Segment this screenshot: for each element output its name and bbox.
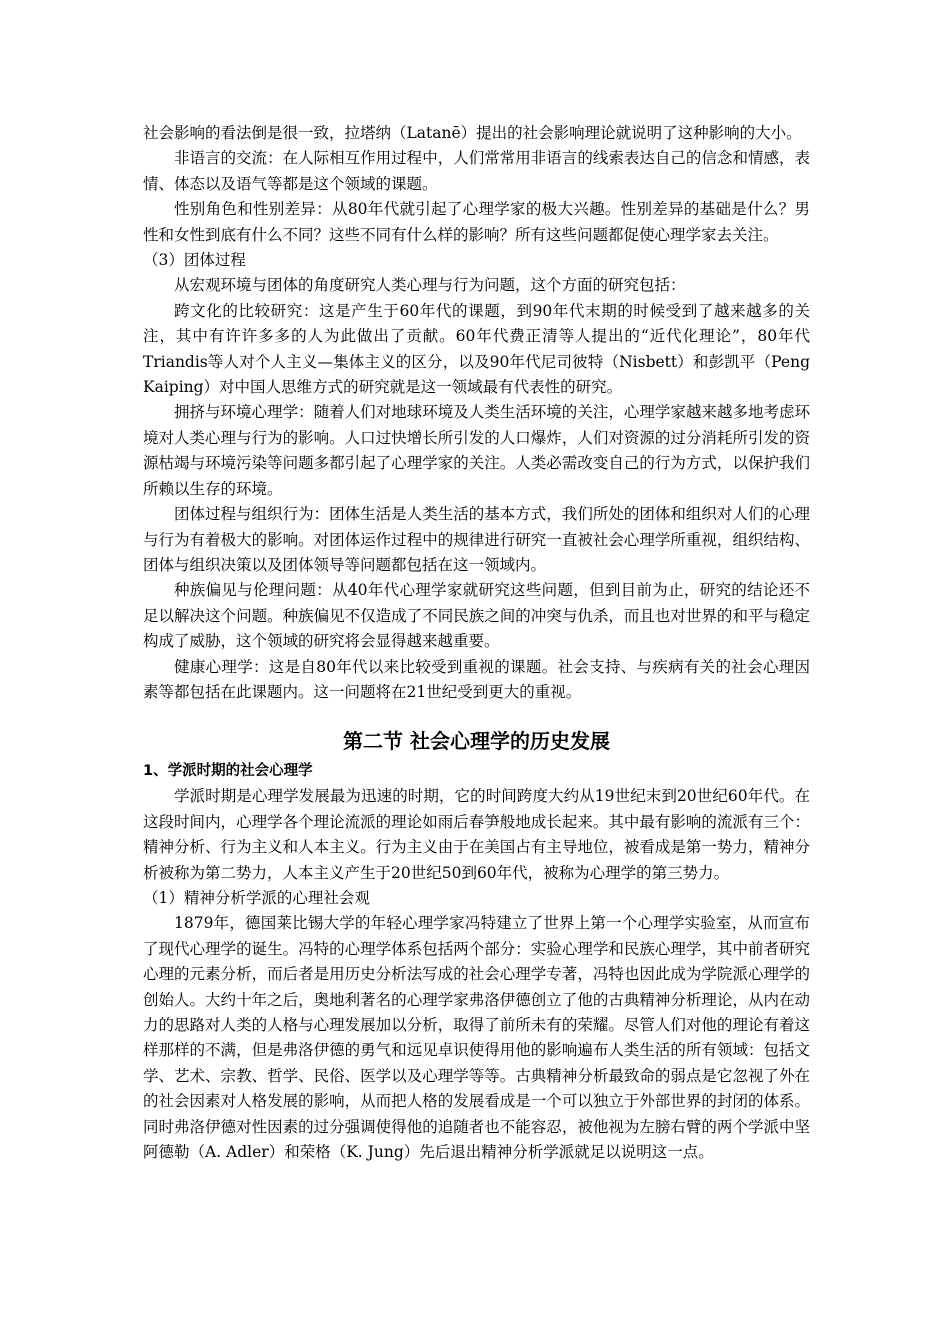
paragraph-psychoanalysis: 1879年，德国莱比锡大学的年轻心理学家冯特建立了世界上第一个心理学实验室，从而宣布了现代心理学的诞生。冯特的心理学体系包括两个部分：实验心理学和民族心理学，其中前者研究心理的元素分析，而后者是用历史分析法写成的社会心理学专著，冯特也因此成为学院派心理学的创始人。大约十年之后，奥地利著名的心理学家弗洛伊德创立了他的古典精神分析理论，从内在动力的思路对人类的人格与心理发展加以分析，取得了前所未有的荣耀。尽管人们对他的理论有着这样那样的不满，但是弗洛伊德的勇气和远见卓识使得用他的影响遍布人类生活的所有领域：包括文学、艺术、宗教、哲学、民俗、医学以及心理学等等。古典精神分析最致命的弱点是它忽视了外在的社会因素对人格发展的影响，从而把人格的发展看成是一个可以独立于外部世界的封闭的体系。同时弗洛伊德对性因素的过分强调使得他的追随者也不能容忍，被他视为左膀右臂的两个学派中坚阿德勒（A. Adler）和荣格（K. Jung）先后退出精神分析学派就足以说明这一点。 (143, 914, 810, 1162)
paragraph-gender: 性别角色和性别差异：从80年代就引起了心理学家的极大兴趣。性别差异的基础是什么？男性和女性到底有什么不同？这些不同有什么样的影响？所有这些问题都促使心理学家去关注。 (143, 200, 810, 244)
paragraph-cross-cultural: 跨文化的比较研究：这是产生于60年代的课题，到90年代末期的时候受到了越来越多的关注，其中有许许多多的人为此做出了贡献。60年代费正清等人提出的“近代化理论”，80年代Triandis等人对个人主义—集体主义的区分，以及90年代尼司彼特（Nisbett）和彭凯平（Peng Kaiping）对中国人思维方式的研究就是这一领域最有代表性的研究。 (143, 301, 810, 397)
paragraph-social-influence: 社会影响的看法倒是很一致，拉塔纳（Latanē）提出的社会影响理论就说明了这种影响的大小。 (143, 124, 802, 142)
paragraph-organization: 团体过程与组织行为：团体生活是人类生活的基本方式，我们所处的团体和组织对人们的心理与行为有着极大的影响。对团体运作过程中的规律进行研究一直被社会心理学所重视，组织结构、团体与组织决策以及团体领导等问题都包括在这一领域内。 (143, 505, 810, 574)
subheading-psychoanalysis: （1）精神分析学派的心理社会观 (143, 888, 370, 907)
paragraph-school-period: 学派时期是心理学发展最为迅速的时期，它的时间跨度大约从19世纪末到20世纪60年代。在这段时间内，心理学各个理论流派的理论如雨后春笋般地成长起来。其中最有影响的流派有三个：精神分析、行为主义和人本主义。行为主义由于在美国占有主导地位，被看成是第一势力，精神分析被称为第二势力，人本主义产生于20世纪50到60年代，被称为心理学的第三势力。 (143, 787, 810, 882)
paragraph-environment: 拥挤与环境心理学：随着人们对地球环境及人类生活环境的关注，心理学家越来越多地考虑环境对人类心理与行为的影响。人口过快增长所引发的人口爆炸，人们对资源的过分消耗所引发的资源枯竭与环境污染等问题多都引起了心理学家的关注。人类必需改变自己的行为方式，以保护我们所赖以生存的环境。 (143, 403, 810, 498)
paragraph-group-intro: 从宏观环境与团体的角度研究人类心理与行为问题，这个方面的研究包括： (174, 276, 686, 295)
paragraph-health: 健康心理学：这是自80年代以来比较受到重视的课题。社会支持、与疾病有关的社会心理因素等都包括在此课题内。这一问题将在21世纪受到更大的重视。 (143, 657, 810, 701)
document-page (143, 121, 810, 1165)
heading-school-period: 1、学派时期的社会心理学 (143, 763, 313, 780)
paragraph-prejudice: 种族偏见与伦理问题：从40年代心理学家就研究这些问题，但到目前为止，研究的结论还不足以解决这个问题。种族偏见不仅造成了不同民族之间的冲突与仇杀，而且也对世界的和平与稳定构成了威胁，这个领域的研究将会显得越来越重要。 (143, 581, 810, 651)
subheading-group-process: （3）团体过程 (143, 251, 246, 270)
section-title: 第二节 社会心理学的历史发展 (343, 729, 610, 754)
paragraph-nonverbal: 非语言的交流：在人际相互作用过程中，人们常常用非语言的线索表达自己的信念和情感，表情、体态以及语气等都是这个领域的课题。 (143, 149, 810, 193)
